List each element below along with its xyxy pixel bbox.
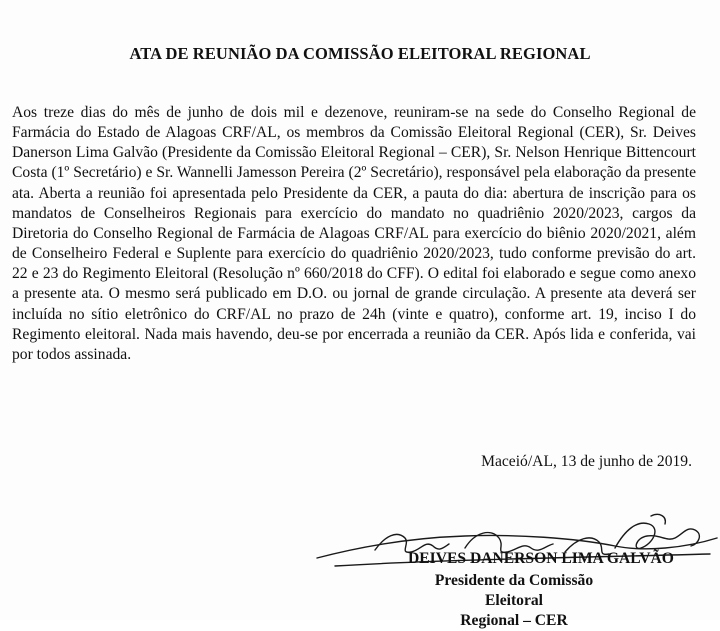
signatory-role-line-2: Regional – CER <box>460 612 568 629</box>
signatory-role-line-1: Presidente da Comissão Eleitoral <box>434 572 594 609</box>
minutes-body-text: Aos treze dias do mês de junho de dois mil e dezenove, reuniram-se na sede do Conselho Regional de Farmácia do Estado de Alagoas CRF/AL, os membros da Comissão Eleitoral Regional (CER), Sr. Deives Danerson Lima Galvão (Presidente da Comissão Eleitoral Regional – CER), Sr. Nelson Henrique Bittencourt Costa (1º Secretário) e Sr. Wannelli Jamesson Pereira (2º Secretário), responsável pela elaboração da presente ata. Aberta a reunião foi apresentada pelo Presidente da CER, a pauta do dia: abertura de inscrição para os mandatos de Conselheiros Regionais para exercício do mandato no quadriênio 2020/2023, cargos da Diretoria do Conselho Regional de Farmácia de Alagoas CRF/AL para exercício do biênio 2020/2021, além de Conselheiro Federal e Suplente para exercício do quadriênio 2020/2023, tudo conforme previsão do art. 22 e 23 do Regimento Eleitoral (Resolução nº 660/2018 do CFF). O edital foi elaborado e segue como anexo a presente ata. O mesmo será publicado em D.O. ou jornal de grande circulação. A presente ata deverá ser incluída no sítio eletrônico do CRF/AL no prazo de 24h (vinte e quatro), conforme art. 19, inciso I do Regimento eleitoral. Nada mais havendo, deu-se por encerrada a reunião da CER. Após lida e conferida, vai por todos assinada. <box>12 104 696 363</box>
cropped-header-fragment <box>168 0 428 4</box>
document-title: ATA DE REUNIÃO DA COMISSÃO ELEITORAL REGIONAL <box>129 44 591 63</box>
signatory-role <box>424 571 604 631</box>
place-and-date: Maceió/AL, 13 de junho de 2019. <box>481 453 692 470</box>
signatory-name: DEIVES DANERSON LIMA GALVÃO <box>408 550 674 567</box>
